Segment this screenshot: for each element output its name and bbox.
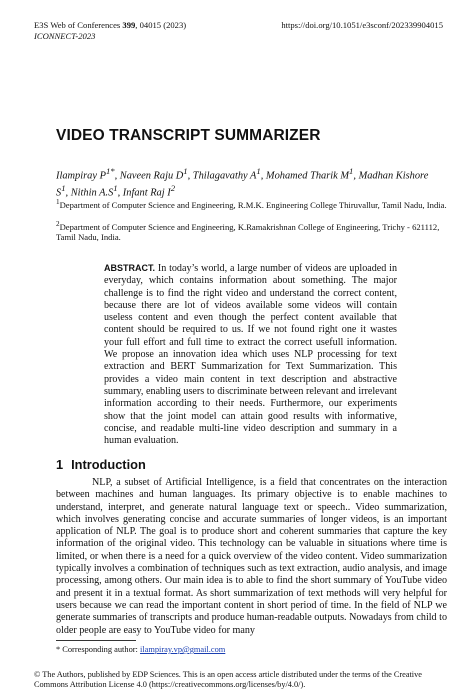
abstract-label: ABSTRACT. bbox=[104, 263, 155, 273]
affiliation-1: $^1$Department of Computer Science and Engineering, R.M.K. Engineering College Thiruvallur, Tamil Nadu, India. bbox=[56, 198, 447, 210]
affiliation-2: $^2$Department of Computer Science and Engineering, K.Ramakrishnan College of Engineering, Trichy - 621112, Tamil Nadu, India. bbox=[56, 220, 440, 243]
author-email-link[interactable]: ilampiray.vp@gmail.com bbox=[139, 645, 226, 654]
journal-citation bbox=[34, 20, 186, 31]
section-number: 1 bbox=[56, 457, 64, 472]
affiliation-1-text: Department of Computer Science and Engineering, R.M.K. Engineering College Thiruvallur, Tamil Nadu, India. bbox=[59, 199, 447, 210]
corresponding-author-footnote bbox=[56, 645, 225, 655]
authors-line-1: Ilampiray $P^{1*}$, Naveen Raju $D^1$, Thilagavathy $A^1$, Mohamed Tharik $M^1$, Madhan Kishore bbox=[56, 166, 429, 182]
license-statement: © The Authors, published by EDP Sciences. This is an open access article distributed under the terms of the Creative Commons Attribution License 4.0 (https://creativecommons.org/licenses/by/4.0/). bbox=[34, 670, 422, 689]
paper-title: VIDEO TRANSCRIPT SUMMARIZER bbox=[56, 127, 321, 144]
volume-number: 399 bbox=[122, 20, 136, 30]
authors-line-2: $S^1$, Nithin $A.S^1$, Infant Raj $I^2$ bbox=[56, 183, 176, 199]
section-heading-introduction bbox=[56, 457, 146, 472]
article-info: , 04015 (2023) bbox=[135, 20, 187, 30]
doi-link[interactable]: https://doi.org/10.1051/e3sconf/202339904015 bbox=[281, 20, 443, 30]
journal-name: E3S Web of Conferences bbox=[34, 20, 123, 30]
abstract bbox=[104, 262, 397, 447]
footnote-prefix: * Corresponding author: bbox=[56, 645, 140, 654]
introduction-paragraph: NLP, a subset of Artificial Intelligence, is a field that concentrates on the interaction between machines and human languages. Its primary objective is to enable machines to understand, interpret, and generate natural language text or speech.. Video summarization, which involves generating concise and accurate summaries of longer videos, is an important application of NLP. The goal is to produce short and coherent summaries that capture the key information of the original video. This technology can be valuable in situations where time is limited, or when there is a need for a quick overview of the video content. Video summarization typically involves a combination of techniques such as text extraction, audio analysis, and image processing, among others. Our main idea is to able to find the short summary of YouTube video and present it in a textual format. As short summarization of text methods will very helpful for users because we can read the important content in short period of time. In the field of NLP we generate summaries of transcripts and produce human-readable outputs. Nowadays from child to older people are easy to YouTube video for many bbox=[56, 477, 447, 636]
conference-name: ICONNECT-2023 bbox=[34, 31, 96, 41]
section-title: Introduction bbox=[71, 457, 146, 472]
running-header-left bbox=[34, 20, 186, 42]
affiliation-2-text: Department of Computer Science and Engineering, K.Ramakrishnan College of Engineering, Trichy - 621112, Tamil Nadu, India. bbox=[56, 221, 440, 243]
footnote-divider bbox=[56, 640, 136, 641]
author-list bbox=[56, 165, 446, 200]
abstract-text: In today’s world, a large number of videos are uploaded in everyday, which contains information about something. The major challenge is to find the right video and understand the correct content, because there are lot of videos available some videos will contain useless content and even though the perfect content available that content should be required to us. If we not found right one it wastes your full effort and full time to extract the correct usefull information. We propose an innovation idea which uses NLP processing for text extraction and BERT Summarization for Text Summarization. This provides a video main content in text description and abstractive summary, enabling users to discriminate between relevant and irrelevant information according to their needs. Furthermore, our experiments show that the joint model can attain good results with informative, concise, and readable multi-line video description and summary in a human evaluation. bbox=[104, 263, 397, 447]
